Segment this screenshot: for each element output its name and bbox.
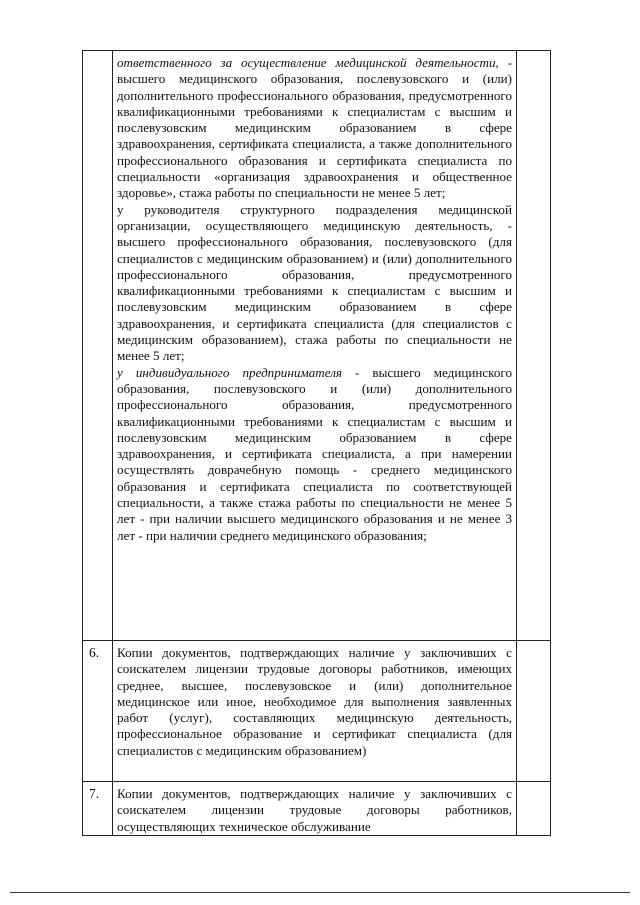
paragraph: [117, 786, 512, 835]
table-row: [83, 641, 551, 782]
table-row: [83, 782, 551, 836]
footer-divider: [10, 892, 630, 893]
italic-lead: ответственного за осуществление медицинской деятельности,: [117, 55, 499, 70]
empty-cell: [517, 51, 551, 641]
paragraph-text: - высшего медицинского образования, послевузовского и (или) дополнительного профессионального образования, предусмотренного квалификационными требованиями к специалистам с высшим и послевузовским медицинским образованием в сфере здравоохранения, и сертификата специалиста, а при намерении осуществлять доврачебную помощь - среднего медицинского образования и сертификата специалиста по соответствующей специальности, а также стажа работы по специальности не менее 5 лет - при наличии высшего медицинского образования и не менее 3 лет - при наличии среднего медицинского образования;: [117, 364, 512, 543]
empty-cell: [517, 782, 551, 836]
requirement-text: [113, 641, 517, 782]
paragraph-text: Копии документов, подтверждающих наличие у заключивших с соискателем лицензии трудовые договоры работников, имеющих среднее, высшее, послевузовское и (или) дополнительное медицинское или иное, необходимое для выполнения заявленных работ (услуг), составляющих медицинскую деятельность, профессиональное образование и сертификат специалиста (для специалистов с медицинским образованием): [117, 645, 512, 758]
document-table: [82, 50, 551, 836]
paragraph-text: - высшего медицинского образования, послевузовского и (или) дополнительного профессионального образования, предусмотренного квалификационными требованиями к специалистам с высшим и послевузовским медицинским образованием в сфере здравоохранения, сертификата специалиста, а также дополнительного профессионального образования и сертификата специалиста по специальности «организация здравоохранения и общественное здоровье», стажа работы по специальности не менее 5 лет;: [117, 55, 512, 201]
table-row: [83, 51, 551, 641]
paragraph: [117, 202, 512, 365]
paragraph: [117, 55, 512, 202]
paragraph: [117, 645, 512, 759]
empty-cell: [517, 641, 551, 782]
requirement-text: [113, 51, 517, 641]
row-number: 7.: [83, 782, 113, 836]
italic-lead: у индивидуального предпринимателя: [117, 364, 343, 380]
row-number: [83, 51, 113, 641]
paragraph-text: у руководителя структурного подразделения медицинской организации, осуществляющего медицинскую деятельность, - высшего профессионального образования, послевузовского (для специалистов с медицинским образованием) и (или) дополнительного профессионального образования, предусмотренного квалификационными требованиями к специалистам с высшим и послевузовским медицинским образованием в сфере здравоохранения, и сертификата специалиста (для специалистов с медицинским образованием), стажа работы по специальности не менее 5 лет;: [117, 201, 512, 364]
row-number: 6.: [83, 641, 113, 782]
paragraph-text: Копии документов, подтверждающих наличие у заключивших с соискателем лицензии трудовые договоры работников, осуществляющих техническое обслуживание: [117, 786, 512, 834]
paragraph: [117, 365, 512, 544]
requirement-text: [113, 782, 517, 836]
